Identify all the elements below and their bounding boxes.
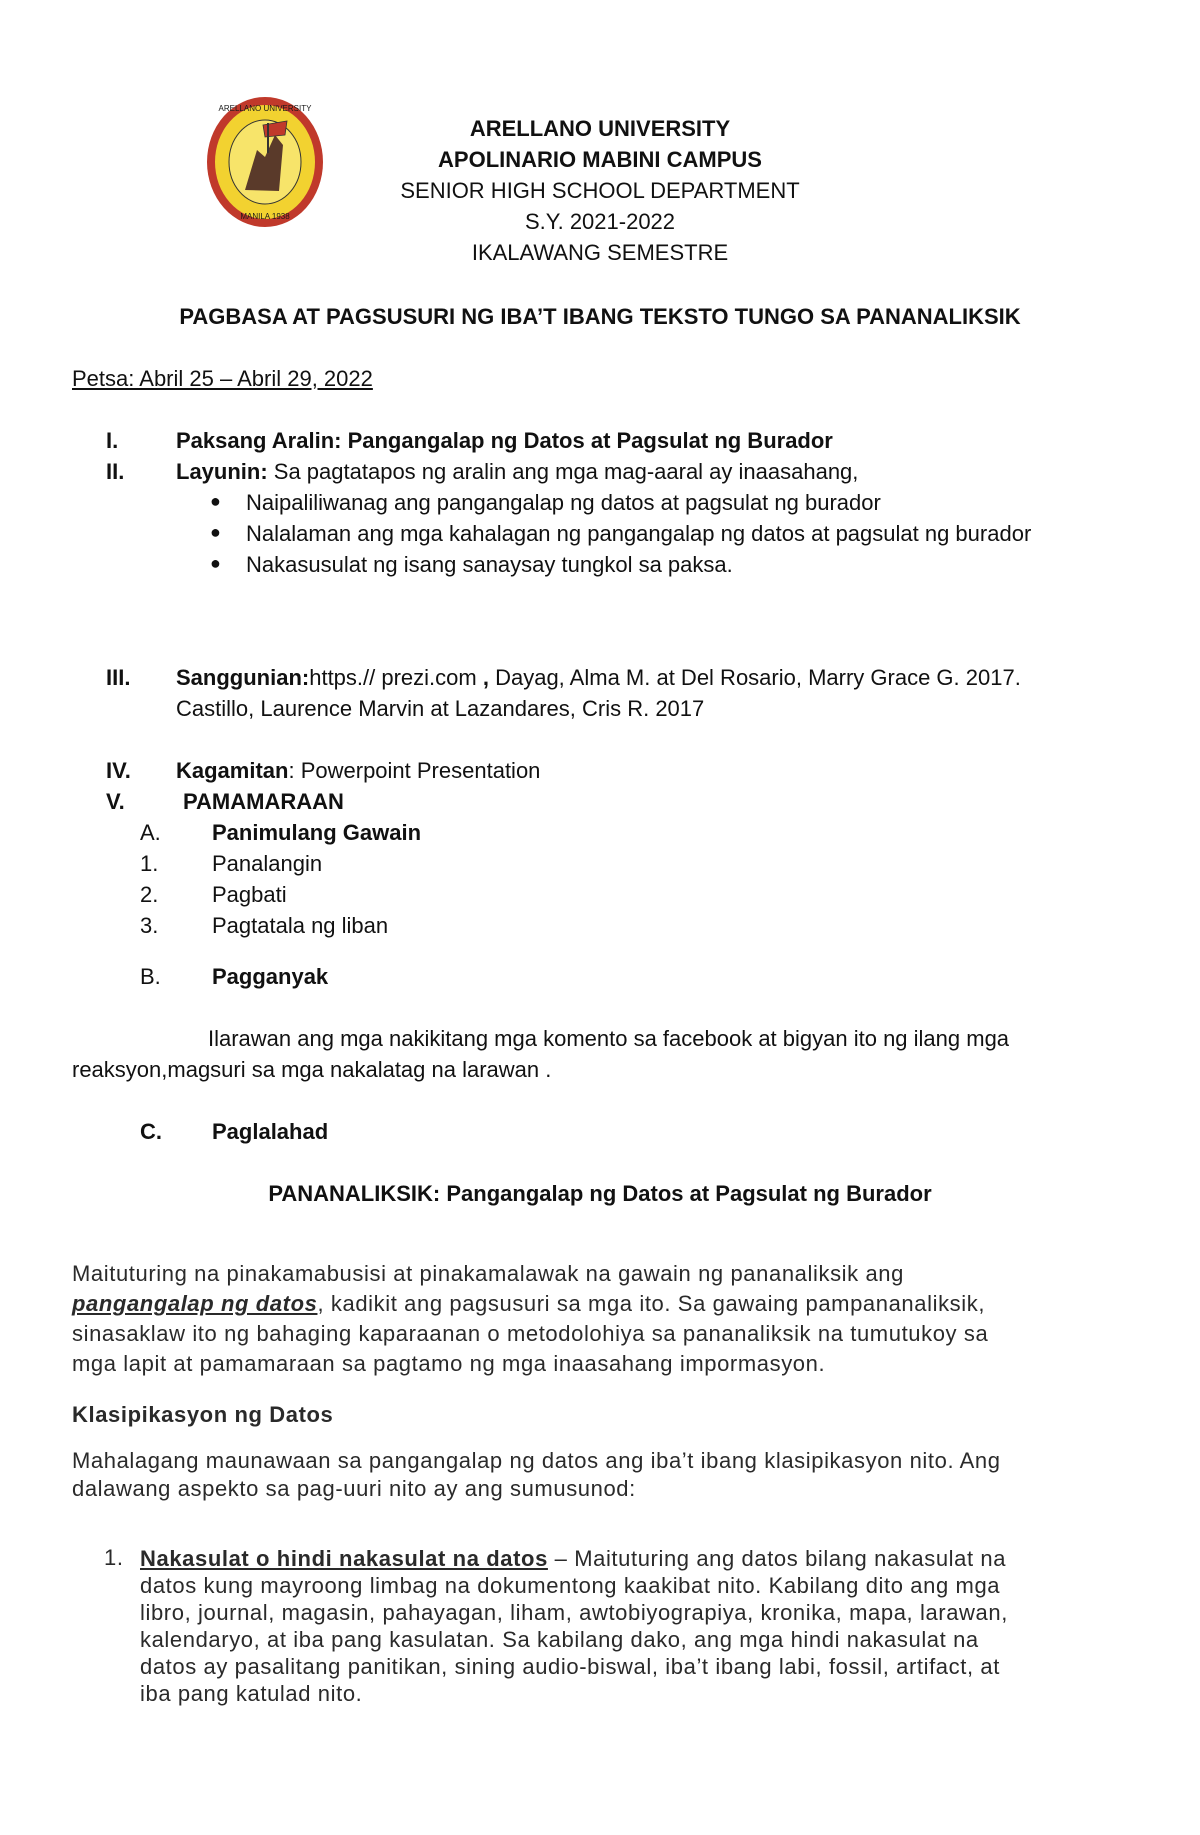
step-number: 3.: [140, 913, 159, 938]
objective-item: Naipaliliwanag ang pangangalap ng datos at pagsulat ng burador: [246, 490, 881, 515]
svg-text:ARELLANO UNIVERSITY: ARELLANO UNIVERSITY: [218, 104, 312, 113]
semester: IKALAWANG SEMESTRE: [471, 240, 729, 265]
intro-line: Maituturing na pinakamabusisi at pinakamalawak na gawain ng pananaliksik ang: [72, 1261, 904, 1286]
item-1-term: Nakasulat o hindi nakasulat na datos: [140, 1546, 548, 1571]
intro-key-term: pangangalap ng datos: [72, 1291, 318, 1316]
definition-line: kalendaryo, at iba pang kasulatan. Sa kabilang dako, ang mga hindi nakasulat na: [140, 1627, 979, 1652]
reference-1: Dayag, Alma M. at Del Rosario, Marry Grace G. 2017.: [488, 665, 1021, 690]
classification-intro: [72, 1447, 1112, 1503]
item-1-number: 1.: [104, 1545, 124, 1570]
department-name: SENIOR HIGH SCHOOL DEPARTMENT: [400, 178, 800, 203]
definition-line: datos ay pasalitang panitikan, sining audio-biswal, iba’t ibang labi, fossil, artifact, at: [140, 1654, 1000, 1679]
intro-line: sinasaklaw ito ng bahaging kaparaanan o metodolohiya sa pananaliksik na tumutukoy sa: [72, 1321, 989, 1346]
references-line-2: Castillo, Laurence Marvin at Lazandares, Cris R. 2017: [176, 696, 705, 721]
school-year: S.Y. 2021-2022: [524, 209, 676, 234]
section-iv-number: IV.: [106, 758, 131, 783]
section-i-topic: Paksang Aralin: Pangangalap ng Datos at Pagsulat ng Burador: [176, 428, 833, 453]
intro-line-rest: , kadikit ang pagsusuri sa mga ito. Sa gawaing pampananaliksik,: [317, 1291, 986, 1316]
step-text: Pagbati: [212, 882, 287, 907]
date-line: Petsa: Abril 25 – Abril 29, 2022: [72, 366, 373, 391]
intro-paragraph: [72, 1259, 1112, 1379]
materials-line: [176, 758, 540, 784]
lesson-title: PANANALIKSIK: Pangangalap ng Datos at Pagsulat ng Burador: [268, 1181, 932, 1206]
motivation-text-line-1: Ilarawan ang mga nakikitang mga komento sa facebook at bigyan ito ng ilang mga: [208, 1026, 1010, 1051]
objective-item: Nakasusulat ng isang sanaysay tungkol sa paksa.: [246, 552, 733, 577]
section-ii-number: II.: [106, 459, 125, 484]
procedure-heading: PAMAMARAAN: [183, 789, 344, 814]
definition-line: datos kung mayroong limbag na dokumentong kaakibat nito. Kabilang dito ang mga: [140, 1573, 1001, 1598]
materials-label: Kagamitan: [176, 758, 289, 783]
bullet-icon: ●: [210, 553, 221, 573]
objectives-intro: Sa pagtatapos ng aralin ang mga mag-aaral ay inaasahang,: [267, 459, 859, 484]
definition-line: [140, 1545, 1108, 1572]
references-line-1: [176, 665, 1021, 691]
item-1-definition: [140, 1545, 1108, 1707]
part-a-letter: A.: [140, 820, 161, 845]
part-a-title: Panimulang Gawain: [212, 820, 422, 845]
part-b-title: Pagganyak: [212, 964, 329, 989]
intro-line: mga lapit at pamamaraan sa pagtamo ng mga inaasahang impormasyon.: [72, 1351, 826, 1376]
section-v-number: V.: [106, 789, 125, 814]
definition-line: iba pang katulad nito.: [140, 1681, 363, 1706]
intro-line: [72, 1289, 1112, 1319]
classification-line: dalawang aspekto sa pag-uuri nito ay ang sumusunod:: [72, 1476, 636, 1501]
campus-name: APOLINARIO MABINI CAMPUS: [438, 147, 762, 172]
objectives-label: Layunin:: [176, 459, 268, 484]
classification-line: Mahalagang maunawaan sa pangangalap ng datos ang iba’t ibang klasipikasyon nito. Ang: [72, 1448, 1001, 1473]
step-number: 1.: [140, 851, 159, 876]
materials-text: : Powerpoint Presentation: [288, 758, 541, 783]
reference-comma: ,: [482, 665, 489, 690]
definition-line: libro, journal, magasin, pahayagan, liham, awtobiyograpiya, kronika, mapa, larawan,: [140, 1600, 1008, 1625]
course-title: PAGBASA AT PAGSUSURI NG IBA’T IBANG TEKSTO TUNGO SA PANANALIKSIK: [179, 304, 1021, 329]
section-i-number: I.: [106, 428, 119, 453]
step-number: 2.: [140, 882, 159, 907]
motivation-text-line-2: reaksyon,magsuri sa mga nakalatag na larawan .: [72, 1057, 552, 1082]
references-label: Sanggunian:: [176, 665, 310, 690]
bullet-icon: ●: [210, 491, 221, 511]
university-name: ARELLANO UNIVERSITY: [469, 116, 731, 141]
item-1-dash: –: [547, 1546, 575, 1571]
bullet-icon: ●: [210, 522, 221, 542]
section-iii-number: III.: [106, 665, 131, 690]
step-text: Panalangin: [212, 851, 323, 876]
step-text: Pagtatala ng liban: [212, 913, 389, 938]
classification-heading: Klasipikasyon ng Datos: [72, 1402, 334, 1427]
part-b-letter: B.: [140, 964, 161, 989]
part-c-title: Paglalahad: [212, 1119, 329, 1144]
section-ii-objectives: [176, 459, 858, 485]
reference-url: https.// prezi.com: [309, 665, 483, 690]
item-1-text: Maituturing ang datos bilang nakasulat na: [574, 1546, 1007, 1571]
objective-item: Nalalaman ang mga kahalagan ng pangangalap ng datos at pagsulat ng burador: [246, 521, 1032, 546]
svg-text:MANILA 1938: MANILA 1938: [240, 212, 290, 221]
part-c-letter: C.: [140, 1119, 162, 1144]
